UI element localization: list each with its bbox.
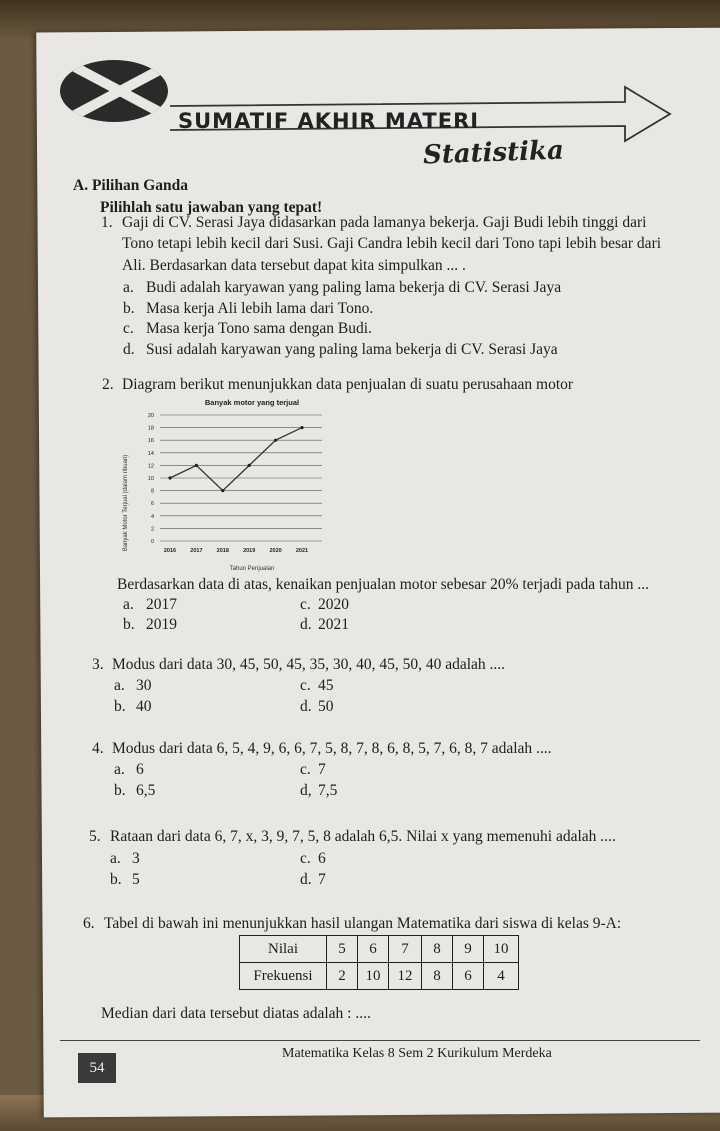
q5-option-c: 6	[318, 850, 326, 867]
q3-number: 3.	[92, 656, 104, 673]
q3-option-d: 50	[318, 698, 334, 715]
table-cell: 8	[422, 963, 453, 990]
q1-line: Gaji di CV. Serasi Jaya didasarkan pada lamanya bekerja. Gaji Budi lebih tinggi dari	[122, 214, 647, 231]
q1-option-key: b.	[123, 300, 135, 317]
chart-point	[248, 464, 251, 467]
chart-x-tick: 2021	[295, 548, 309, 554]
q5-option-a: 3	[132, 850, 140, 867]
chart-y-tick: 8	[150, 488, 154, 495]
table-cell: 5	[327, 936, 358, 963]
chart-x-tick: 2016	[163, 548, 177, 554]
q3-option-key: a.	[114, 677, 125, 694]
q5-text: Rataan dari data 6, 7, x, 3, 9, 7, 5, 8 adalah 6,5. Nilai x yang memenuhi adalah ....	[110, 828, 616, 845]
q2-question: Berdasarkan data di atas, kenaikan penjualan motor sebesar 20% terjadi pada tahun ...	[117, 576, 649, 593]
q3-option-key: d.	[300, 698, 312, 715]
chart-point	[300, 426, 303, 429]
q1-option-d: Susi adalah karyawan yang paling lama bekerja di CV. Serasi Jaya	[146, 341, 558, 358]
chart-x-tick: 2019	[243, 548, 256, 554]
sales-line-chart	[112, 393, 332, 573]
q3-option-c: 45	[318, 677, 334, 694]
q6-question: Median dari data tersebut diatas adalah : ....	[101, 1005, 371, 1022]
chart-y-tick: 10	[147, 476, 154, 482]
banner-subtitle: Statistika	[422, 135, 565, 171]
q2-option-key: b.	[123, 616, 135, 633]
instruction: Pilihlah satu jawaban yang tepat!	[100, 199, 323, 216]
chart-xlabel: Tahun Penjualan	[229, 566, 275, 572]
table-cell: 10	[358, 963, 389, 990]
chart-point	[195, 464, 198, 467]
banner-title: SUMATIF AKHIR MATERI	[178, 109, 480, 133]
banner-oval-icon	[60, 60, 168, 122]
q6-number: 6.	[83, 915, 95, 932]
q2-option-c: 2020	[318, 596, 349, 613]
page-number: 54	[78, 1053, 116, 1083]
chart-x-tick: 2018	[216, 548, 229, 554]
q5-option-key: d.	[300, 871, 312, 888]
chart-y-tick: 4	[150, 513, 154, 520]
table-header-cell: Nilai	[240, 936, 327, 963]
q2-number: 2.	[102, 376, 114, 393]
footer-book-title: Matematika Kelas 8 Sem 2 Kurikulum Merdeka	[282, 1046, 552, 1061]
table-cell: 8	[422, 936, 453, 963]
table-cell: 10	[484, 936, 519, 963]
q5-option-d: 7	[318, 871, 326, 888]
chart-x-tick: 2020	[269, 548, 282, 554]
q1-option-key: a.	[123, 279, 134, 296]
q4-option-a: 6	[136, 761, 144, 778]
chart-y-tick: 20	[147, 413, 154, 419]
q5-option-key: c.	[300, 850, 311, 867]
q3-option-b: 40	[136, 698, 152, 715]
table-cell: 7	[389, 936, 422, 963]
q4-option-d: 7,5	[318, 782, 338, 799]
q5-number: 5.	[89, 828, 101, 845]
q4-number: 4.	[92, 740, 104, 757]
q3-option-key: c.	[300, 677, 311, 694]
chart-x-tick: 2017	[190, 548, 203, 554]
q4-option-key: b.	[114, 782, 126, 799]
chart-y-tick: 12	[147, 463, 154, 470]
q1-option-c: Masa kerja Tono sama dengan Budi.	[146, 320, 372, 337]
chart-series-line	[170, 428, 302, 491]
q3-text: Modus dari data 30, 45, 50, 45, 35, 30, 40, 45, 50, 40 adalah ....	[112, 656, 506, 673]
chart-point	[274, 439, 277, 442]
q3-option-a: 30	[136, 677, 152, 694]
q5-option-key: b.	[110, 871, 122, 888]
q3-option-key: b.	[114, 698, 126, 715]
chart-y-tick: 6	[150, 501, 154, 508]
q5-option-b: 5	[132, 871, 140, 888]
table-row	[240, 963, 519, 990]
table-cell: 6	[453, 963, 484, 990]
chart-point	[221, 489, 224, 492]
q6-text: Tabel di bawah ini menunjukkan hasil ulangan Matematika dari siswa di kelas 9-A:	[104, 915, 622, 932]
score-frequency-table	[239, 935, 519, 990]
q2-option-b: 2019	[146, 616, 177, 633]
section-heading: A. Pilihan Ganda	[73, 177, 188, 194]
chart-ylabel: Banyak Motor Terjual (dalam ribuan)	[123, 454, 129, 552]
q1-line: Tono tetapi lebih kecil dari Susi. Gaji Candra lebih kecil dari Tono tapi lebih besar dari	[122, 235, 662, 252]
q1-option-key: d.	[123, 341, 135, 358]
chart-y-tick: 14	[147, 450, 154, 457]
q2-option-key: d.	[300, 616, 312, 633]
q2-text: Diagram berikut menunjukkan data penjualan di suatu perusahaan motor	[122, 376, 574, 393]
footer-divider	[60, 1040, 700, 1041]
table-cell: 2	[327, 963, 358, 990]
table-cell: 6	[358, 936, 389, 963]
q5-option-key: a.	[110, 850, 121, 867]
chart-y-tick: 16	[147, 438, 154, 445]
q4-text: Modus dari data 6, 5, 4, 9, 6, 6, 7, 5, 8, 7, 8, 6, 8, 5, 7, 6, 8, 7 adalah ....	[112, 740, 552, 757]
q1-number: 1.	[101, 214, 113, 231]
chart-y-tick: 2	[150, 526, 154, 533]
table-cell: 12	[389, 963, 422, 990]
q2-option-key: a.	[123, 596, 134, 613]
q4-option-key: d,	[300, 782, 312, 799]
q2-option-a: 2017	[146, 596, 177, 613]
q2-option-d: 2021	[318, 616, 349, 633]
q1-option-b: Masa kerja Ali lebih lama dari Tono.	[146, 300, 374, 317]
chart-y-tick: 18	[147, 425, 154, 432]
chart-point	[168, 476, 171, 479]
chart-y-tick: 0	[150, 539, 154, 545]
chart-title: Banyak motor yang terjual	[204, 398, 300, 407]
q2-option-key: c.	[300, 596, 311, 613]
table-cell: 4	[484, 963, 519, 990]
q4-option-key: c.	[300, 761, 311, 778]
table-header-cell: Frekuensi	[240, 963, 327, 990]
q1-line: Ali. Berdasarkan data tersebut dapat kita simpulkan ... .	[122, 257, 466, 274]
q4-option-b: 6,5	[136, 782, 156, 799]
table-cell: 9	[453, 936, 484, 963]
table-row	[240, 936, 519, 963]
q4-option-c: 7	[318, 761, 326, 778]
q4-option-key: a.	[114, 761, 125, 778]
q1-option-a: Budi adalah karyawan yang paling lama bekerja di CV. Serasi Jaya	[146, 279, 562, 296]
q1-option-key: c.	[123, 320, 134, 337]
